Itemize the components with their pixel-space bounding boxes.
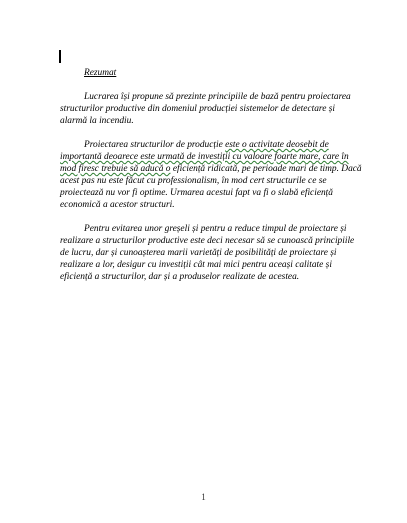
- text-cursor: [59, 50, 61, 63]
- page-number: 1: [201, 492, 206, 502]
- paragraph-2-tail: eficiență ridicată, pe perioade mari de timp. Dacă acest pas nu este făcut cu professionalism, în mod cert structurile ce se proiectează nu vor fi optime. Urmarea acestui fapt va fi o slabă eficiență economică a acestor structuri.: [60, 164, 362, 210]
- paragraph-2-lead: Proiectarea structurilor de producție: [84, 140, 226, 150]
- section-heading: Rezumat: [84, 68, 117, 78]
- paragraph-3-text: Pentru evitarea unor greșeli și pentru a reduce timpul de proiectare și realizare a structurilor productive este deci necesar să se cunoască principiile de lucru, dar și cunoașterea marii varietăți de posibilități de proiectare și realizare a lor, desigur cu investiții cât mai mici pentru aceași calitate și eficiență a structurilor, dar și a produselor realizate de acestea.: [60, 224, 355, 282]
- document-body[interactable]: [60, 67, 363, 295]
- paragraph-2: [60, 139, 363, 211]
- grammar-marked-text: este o activitate deosebit de importantă deoarece este urmată de investiții cu valoare foarte mare, care în mod firesc trebuie să aducă o: [60, 140, 349, 174]
- paragraph-3: [60, 223, 363, 283]
- paragraph-1-text: Lucrarea își propune să prezinte principiile de bază pentru proiectarea structurilor productive din domeniul producției sistemelor de detectare și alarmă la incendiu.: [60, 92, 351, 126]
- paragraph-1: [60, 91, 363, 127]
